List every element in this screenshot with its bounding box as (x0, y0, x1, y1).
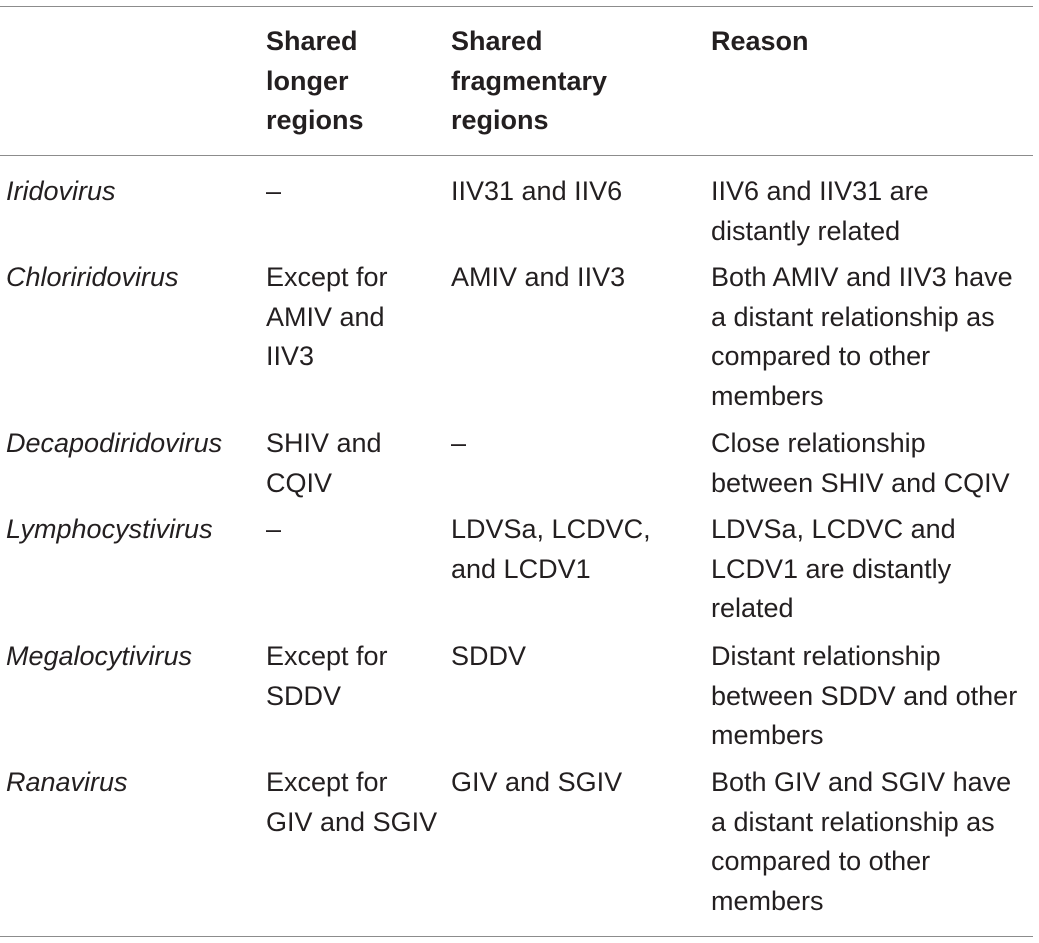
row-genus: Megalocytivirus (6, 641, 193, 671)
row-fragmentary-regions: – (451, 428, 467, 458)
header-shared-longer-regions: Shared longer regions (266, 26, 364, 135)
row-longer-regions: Except for GIV and SGIV (266, 767, 438, 837)
header-shared-fragmentary-regions: Shared fragmentary regions (451, 26, 608, 135)
row-fragmentary-regions: LDVSa, LCDVC, and LCDV1 (451, 514, 651, 584)
row-longer-regions: SHIV and CQIV (266, 428, 382, 498)
row-reason: IIV6 and IIV31 are distantly related (711, 176, 929, 246)
row-genus: Decapodiridovirus (6, 428, 223, 458)
row-reason: Distant relationship between SDDV and other members (711, 641, 1018, 750)
row-genus: Ranavirus (6, 767, 128, 797)
row-fragmentary-regions: SDDV (451, 641, 527, 671)
row-longer-regions: – (266, 514, 282, 544)
row-fragmentary-regions: GIV and SGIV (451, 767, 623, 797)
row-reason: Both AMIV and IIV3 have a distant relationship as compared to other members (711, 262, 1013, 411)
row-reason: LDVSa, LCDVC and LCDV1 are distantly related (711, 514, 956, 623)
table-bottom-rule (0, 936, 1033, 937)
row-longer-regions: – (266, 176, 282, 206)
table-header-rule (0, 155, 1033, 156)
row-reason: Close relationship between SHIV and CQIV (711, 428, 1010, 498)
row-fragmentary-regions: IIV31 and IIV6 (451, 176, 623, 206)
row-genus: Chloriridovirus (6, 262, 179, 292)
row-longer-regions: Except for SDDV (266, 641, 388, 711)
table-top-rule (0, 6, 1033, 7)
row-genus: Lymphocystivirus (6, 514, 213, 544)
row-reason: Both GIV and SGIV have a distant relationship as compared to other members (711, 767, 1012, 916)
row-genus: Iridovirus (6, 176, 116, 206)
header-reason: Reason (711, 26, 809, 56)
row-longer-regions: Except for AMIV and IIV3 (266, 262, 388, 371)
row-fragmentary-regions: AMIV and IIV3 (451, 262, 626, 292)
